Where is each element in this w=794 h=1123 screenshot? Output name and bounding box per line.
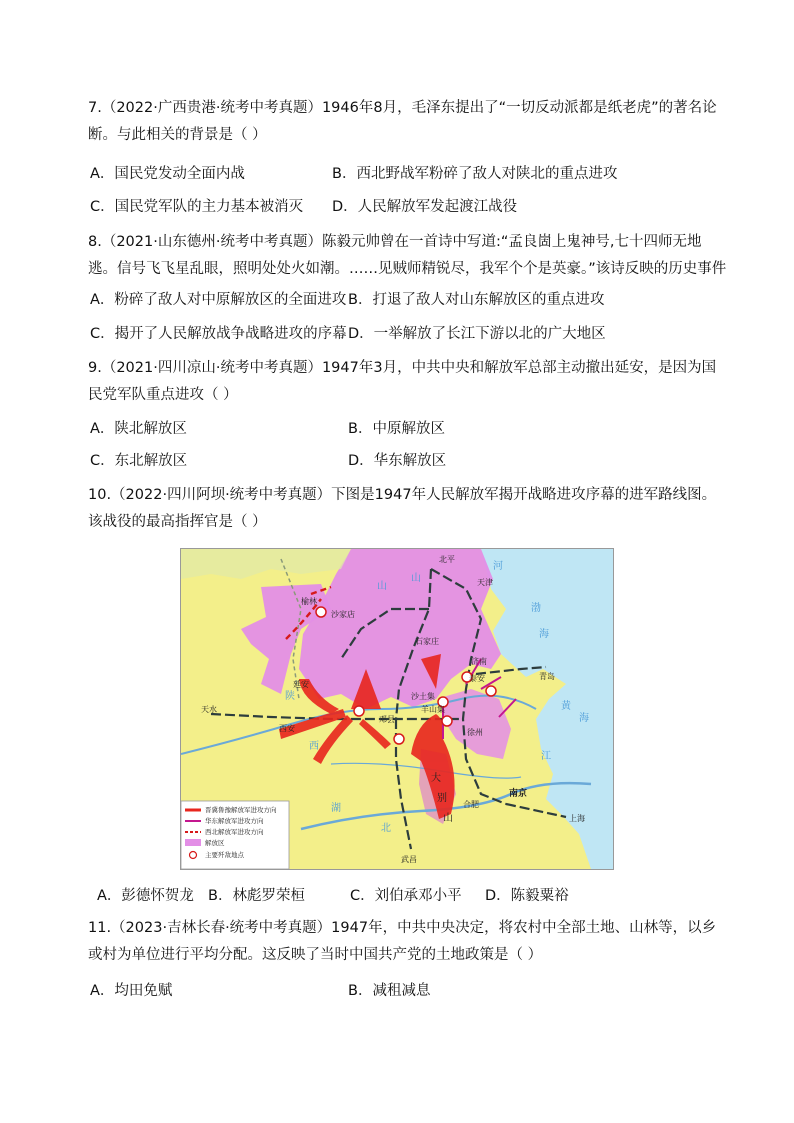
q8-option-d[interactable]: D．一举解放了长江下游以北的广大地区 [348,326,606,342]
legend-battle: 主要歼敌地点 [205,851,244,859]
label-bo: 渤 [531,603,541,614]
label-xi: 西 [309,741,319,752]
city-beiping: 北平 [439,555,455,564]
legend-liberated: 解放区 [205,839,225,847]
city-jinan: 济南 [471,657,487,666]
label-jiang: 江 [541,751,551,762]
legend-liberated-swatch [185,839,201,846]
battle-site-shajiadian [316,607,326,617]
city-shijiazhuang: 石家庄 [415,637,439,646]
city-wuchang: 武昌 [401,855,417,864]
city-shajiadian: 沙家店 [331,610,355,619]
city-hefei: 合肥 [463,800,479,809]
label-dabie-da: 大 [431,773,441,784]
q9-option-d[interactable]: D．华东解放区 [348,453,447,469]
q7-option-c[interactable]: C．国民党军队的主力基本被消灭 [90,199,304,215]
label-bei: 北 [381,823,391,834]
legend-xibei: 西北解放军进攻方向 [205,828,264,836]
label-hu: 湖 [331,803,341,814]
city-qingdao: 青岛 [539,672,555,681]
legend-huadong: 华东解放军进攻方向 [205,817,264,825]
city-shatuji: 沙土集 [411,692,435,701]
battle-site-dengxian [394,734,404,744]
question-9-text: 9.（2021·四川凉山·统考中考真题）1947年3月，中共中央和解放军总部主动撤出延安，是因为国民党军队重点进攻（ ） [88,360,717,403]
question-10-text: 10.（2022·四川阿坝·统考中考真题）下图是1947年人民解放军揭开战略进攻序幕的进军路线图。该战役的最高指挥官是（ ） [88,487,717,530]
q10-option-b[interactable]: B．林彪罗荣桓 [208,888,305,904]
campaign-map [180,548,614,870]
label-shan: 山 [377,581,387,592]
q9-option-b[interactable]: B．中原解放区 [348,421,445,437]
city-dengxian: 邓县 [379,715,395,724]
map-legend [181,801,289,869]
legend-battle-swatch [190,852,197,859]
q8-option-b[interactable]: B．打退了敌人对山东解放区的重点进攻 [348,292,605,308]
question-7-text: 7.（2022·广西贵港·统考中考真题）1946年8月，毛泽东提出了“一切反动派都是纸老虎”的著名论断。与此相关的背景是（ ） [88,100,717,143]
label-dabie-bie: 别 [437,793,447,804]
q11-option-b[interactable]: B．减租减息 [348,983,431,999]
battle-site-yangshanji [442,716,452,726]
q8-option-c[interactable]: C．揭开了人民解放战争战略进攻的序幕 [90,326,347,342]
question-8-text: 8.（2021·山东德州·统考中考真题）陈毅元帅曾在一首诗中写道:“孟良崮上鬼神号,七十四师无地逃。信号飞飞星乱眼，照明处处火如潮。……见贼师精锐尽，我军个个是英豪。”该诗反映的历史事件 [88,234,727,277]
city-yulin: 榆林 [301,597,317,606]
label-shan2: 山 [411,573,421,584]
label-shaan: 陕 [285,691,295,702]
city-xian: 西安 [279,724,295,733]
q7-option-d[interactable]: D．人民解放军发起渡江战役 [332,199,518,215]
legend-jinjilu: 晋冀鲁豫解放军进攻方向 [205,806,277,814]
label-hai: 海 [539,629,549,640]
city-xuzhou: 徐州 [467,728,483,737]
battle-site-east [486,686,496,696]
q7-option-a[interactable]: A．国民党发动全面内战 [90,166,245,182]
battle-site-1 [354,706,364,716]
city-tianshui: 天水 [201,705,217,714]
city-yangshanji: 羊山集 [421,705,445,714]
label-dabie-shan: 山 [443,813,453,824]
city-tianjin: 天津 [477,578,493,587]
q10-option-a[interactable]: A．彭德怀贺龙 [97,888,194,904]
question-11-text: 11.（2023·吉林长春·统考中考真题）1947年，中共中央决定，将农村中全部土地、山林等，以乡或村为单位进行平均分配。这反映了当时中国共产党的土地政策是（ ） [88,920,717,963]
q7-option-b[interactable]: B．西北野战军粉碎了敌人对陕北的重点进攻 [332,166,618,182]
q8-option-a[interactable]: A．粉碎了敌人对中原解放区的全面进攻 [90,292,347,308]
q11-option-a[interactable]: A．均田免赋 [90,983,173,999]
label-huang-hai: 海 [579,713,589,724]
q10-option-d[interactable]: D．陈毅粟裕 [485,888,569,904]
city-taian: 泰安 [469,674,485,683]
city-shanghai: 上海 [569,814,585,823]
q10-option-c[interactable]: C．刘伯承邓小平 [350,888,462,904]
q9-option-a[interactable]: A．陕北解放区 [90,421,187,437]
label-he: 河 [493,561,503,572]
q9-option-c[interactable]: C．东北解放区 [90,453,188,469]
city-yanan: 延安 [293,680,309,689]
label-huang: 黄 [561,701,571,712]
city-nanjing: 南京 [509,789,528,799]
